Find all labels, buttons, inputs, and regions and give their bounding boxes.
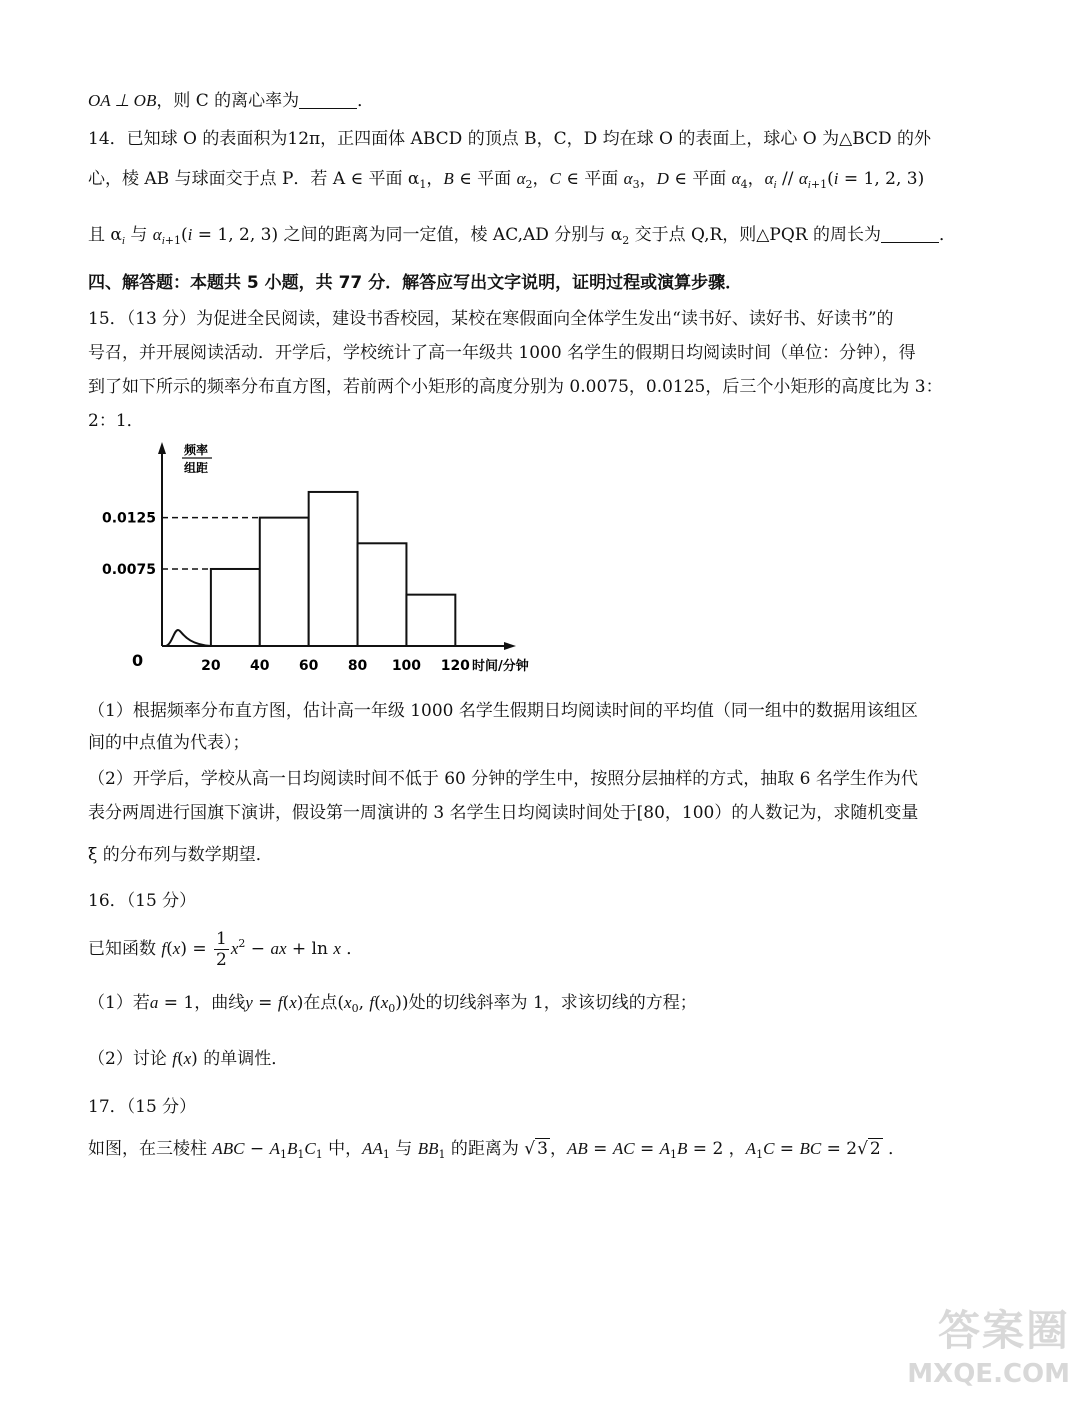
q16-part1: （1）若a = 1，曲线y = f(x)在点($x_0$, $f(x_0)$)处的切线斜率为 1，求该切线的方程； — [88, 993, 697, 1015]
q14-line2a: 心，棱 AB 与球面交于点 P．若 A ∈ 平面 α — [88, 169, 420, 189]
q15-part2-line1: （2）开学后，学校从高一日均阅读时间不低于 60 分钟的学生中，按照分层抽样的方式，抽取 6 名学生作为代 — [88, 769, 918, 789]
watermark-text: 答案圈 — [937, 1306, 1070, 1355]
q17-text: 如图，在三棱柱 ABC − $A_1B_1C_1$ 中，$AA_1$ 与 $BB_1$ 的距离为 √ 3 ，AB = AC = $A_1B = 2$ ，$A_1C$ = BC = 2√ 2 ． — [88, 1139, 906, 1161]
q15-line2: 号召，并开展阅读活动．开学后，学校统计了高一年级共 1000 名学生的假期日均阅读时间（单位：分钟），得 — [88, 343, 916, 363]
watermark-url: MXQE.COM — [907, 1359, 1070, 1389]
frequency-histogram — [100, 440, 530, 680]
q14-line3: 且 $\alpha_i$ 与 $\alpha_{i+1}(i = 1$, 2, 3) 之间的距离为同一定值，棱 AC,AD 分别与 $\alpha_2$ 交于点 Q,R，则△PQR 的周长为 ． — [88, 225, 956, 247]
q17-mid1: 中， — [328, 1139, 363, 1159]
q15-part2-line3: ξ 的分布列与数学期望． — [88, 845, 273, 865]
q16-given: 已知函数 f(x) = $\frac{1}{2}$ $x^2$ − ax + ln x ． — [88, 929, 364, 970]
axis-break-mark — [166, 630, 211, 646]
q14-line2: 心，棱 AB 与球面交于点 P．若 A ∈ 平面 $\alpha_1$，B ∈ 平面 $\alpha_2$，C ∈ 平面 $\alpha_3$，D ∈ 平面 $\alpha_4$，$\alpha_i // \alpha_{i+1}(i = 1$, 2, 3) — [88, 169, 925, 191]
q13-text: ，则 C 的离心率为 — [156, 91, 300, 111]
q15-line4: 2：1． — [88, 411, 144, 431]
fraction-one-half: $\frac{1}{2}$ — [216, 929, 227, 970]
y-tick-label: 0.0125 — [101, 510, 156, 527]
section-heading: 四、解答题：本题共 5 小题，共 77 分．解答应写出文字说明，证明过程或演算步骤． — [88, 273, 743, 293]
q15-part1-line1: （1）根据频率分布直方图，估计高一年级 1000 名学生假期日均阅读时间的平均值（同一组中的数据用该组区 — [88, 701, 918, 721]
q16-part2-prefix: （2）讨论 — [88, 1049, 167, 1069]
answer-blank — [881, 224, 939, 243]
q14-line1: 14．已知球 O 的表面积为12π，正四面体 ABCD 的顶点 B，C，D 均在球 O 的表面上，球心 O 为△BCD 的外 — [88, 129, 932, 149]
x-axis-arrow — [504, 642, 516, 650]
y-axis-arrow — [158, 442, 166, 454]
q14-line3c: 交于点 Q,R，则△PQR 的周长为 — [634, 225, 881, 245]
x-axis-label: 时间/分钟 — [472, 659, 529, 674]
q17-mid3: 的距离为 — [450, 1139, 519, 1159]
x-tick-label: 80 — [347, 658, 368, 674]
q16-given-prefix: 已知函数 — [88, 939, 156, 959]
q16-part2: （2）讨论 f(x) 的单调性． — [88, 1049, 289, 1069]
q16-part1-tail: 处的切线斜率为 1，求该切线的方程； — [408, 993, 697, 1013]
answer-blank — [299, 90, 357, 109]
x-tick-label: 120 — [440, 658, 470, 674]
q14-line3a: 且 α — [88, 225, 122, 245]
x-tick-label: 100 — [391, 658, 422, 674]
q16-header: 16．（15 分） — [88, 891, 197, 911]
q15-part2-line2: 表分两周进行国旗下演讲，假设第一周演讲的 3 名学生日均阅读时间处于[80，100）的人数记为，求随机变量 — [88, 803, 919, 823]
q16-part1-prefix: （1）若 — [88, 993, 150, 1013]
q16-part2-tail: 的单调性． — [203, 1049, 289, 1069]
histogram-bar — [309, 492, 358, 646]
q15-line3: 到了如下所示的频率分布直方图，若前两个小矩形的高度分别为 0.0075，0.0125，后三个小矩形的高度比为 3： — [88, 377, 943, 397]
histogram-bar — [211, 569, 260, 646]
q15-line1: 15．（13 分）为促进全民阅读，建设书香校园，某校在寒假面向全体学生发出“读书好、读好书、好读书”的 — [88, 309, 894, 329]
y-axis-label-denominator: 组距 — [184, 461, 209, 475]
q17-prefix: 如图，在三棱柱 — [88, 1139, 207, 1159]
origin-label: 0 — [132, 651, 144, 670]
y-axis-label-numerator: 频率 — [184, 443, 209, 457]
watermark-logo — [885, 1305, 1070, 1405]
q16-part1-mid: ，曲线 — [194, 993, 246, 1013]
q14-line3b: 之间的距离为同一定值，棱 AC,AD 分别与 α — [283, 225, 623, 245]
histogram-bar — [406, 595, 455, 646]
y-tick-label: 0.0075 — [101, 561, 156, 578]
x-tick-label: 20 — [201, 658, 221, 674]
q13-tail: OA ⊥ OB，则 C 的离心率为 ． — [88, 91, 375, 111]
q13-math: OA ⊥ OB — [88, 91, 157, 110]
histogram-bar — [358, 543, 407, 646]
q17-header: 17．（15 分） — [88, 1097, 197, 1117]
q16-part1-mid2: 在点 — [303, 993, 338, 1013]
x-tick-label: 60 — [298, 658, 319, 674]
x-tick-label: 40 — [250, 658, 270, 674]
histogram-bar — [260, 518, 309, 646]
q15-part1-line2: 间的中点值为代表）； — [88, 733, 250, 753]
q17-mid2: 与 — [395, 1139, 413, 1159]
